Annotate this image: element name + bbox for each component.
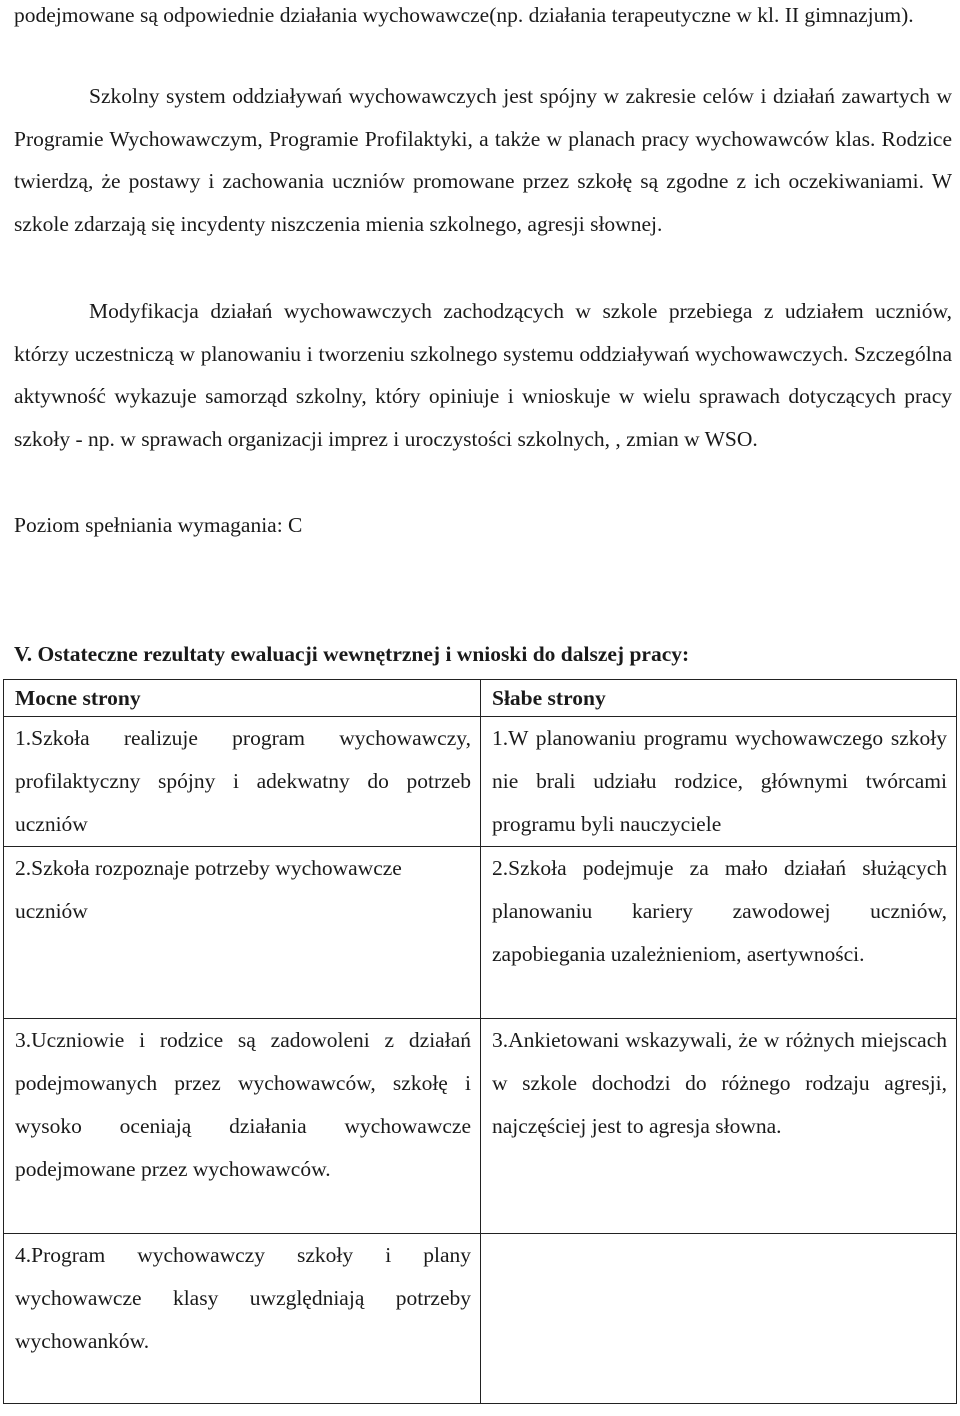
table-row xyxy=(4,717,957,847)
table-row xyxy=(4,847,957,1019)
table-row xyxy=(4,1234,957,1404)
strength-cell: 2.Szkoła rozpoznaje potrzeby wychowawcze uczniów xyxy=(4,847,481,1019)
paragraph-intro: podejmowane są odpowiednie działania wychowawcze(np. działania terapeutyczne w kl. II gimnazjum). xyxy=(14,3,914,27)
weakness-cell: 3.Ankietowani wskazywali, że w różnych miejscach w szkole dochodzi do różnego rodzaju agresji, najczęściej jest to agresja słowna. xyxy=(481,1019,957,1234)
paragraph-system: Szkolny system oddziaływań wychowawczych jest spójny w zakresie celów i działań zawartych w Programie Wychowawczym, Programie Profilaktyki, a także w planach pracy wychowawców klas. Rodzice twierdzą, że postawy i zachowania uczniów promowane przez szkołę są zgodne z ich oczekiwaniami. W szkole zdarzają się incydenty niszczenia mienia szkolnego, agresji słownej. xyxy=(14,84,952,236)
table-row xyxy=(4,1019,957,1234)
strengths-header: Mocne strony xyxy=(4,680,481,717)
strength-cell: 4.Program wychowawczy szkoły i plany wychowawcze klasy uwzględniają potrzeby wychowanków. xyxy=(4,1234,481,1404)
paragraph-modification: Modyfikacja działań wychowawczych zachodzących w szkole przebiega z udziałem uczniów, którzy uczestniczą w planowaniu i tworzeniu szkolnego systemu oddziaływań wychowawczych. Szczególna aktywność wykazuje samorząd szkolny, który opiniuje i wnioskuje w wielu sprawach dotyczących pracy szkoły - np. w sprawach organizacji imprez i uroczystości szkolnych, , zmian w WSO. xyxy=(14,299,952,451)
requirement-level: Poziom spełniania wymagania: C xyxy=(14,513,303,537)
table-header-row xyxy=(4,680,957,717)
weaknesses-header: Słabe strony xyxy=(481,680,957,717)
weakness-cell: 1.W planowaniu programu wychowawczego szkoły nie brali udziału rodzice, głównymi twórcami programu byli nauczyciele xyxy=(481,717,957,847)
strength-cell: 1.Szkoła realizuje program wychowawczy, profilaktyczny spójny i adekwatny do potrzeb uczniów xyxy=(4,717,481,847)
strength-cell: 3.Uczniowie i rodzice są zadowoleni z działań podejmowanych przez wychowawców, szkołę i wysoko oceniają działania wychowawcze podejmowane przez wychowawców. xyxy=(4,1019,481,1234)
weakness-cell: 2.Szkoła podejmuje za mało działań służących planowaniu kariery zawodowej uczniów, zapobiegania uzależnieniom, asertywności. xyxy=(481,847,957,1019)
section-heading: V. Ostateczne rezultaty ewaluacji wewnętrznej i wnioski do dalszej pracy: xyxy=(14,642,690,666)
weakness-cell xyxy=(481,1234,957,1404)
strengths-weaknesses-table xyxy=(3,679,957,1404)
